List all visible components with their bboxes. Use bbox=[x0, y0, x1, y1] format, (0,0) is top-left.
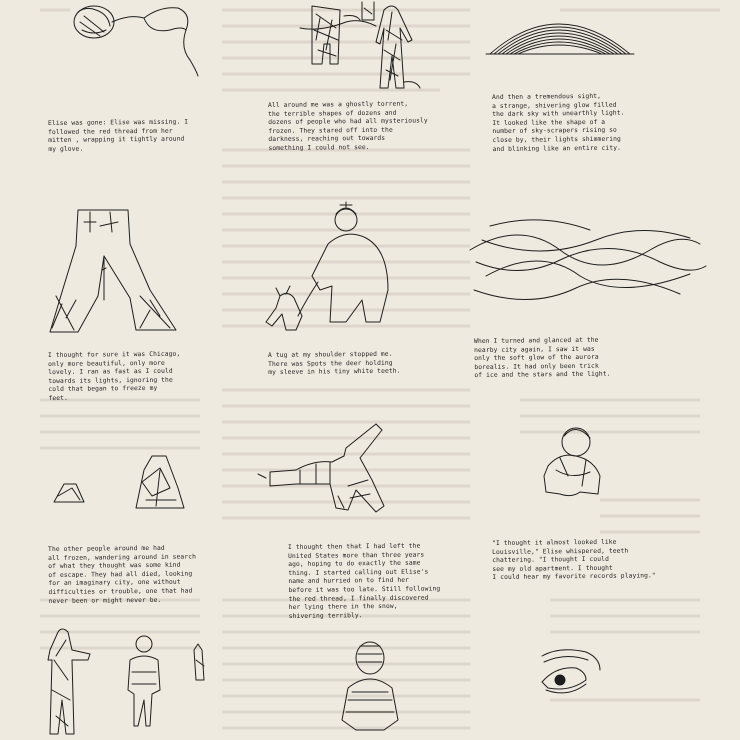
mitten-thread-illustration bbox=[74, 6, 198, 76]
caption-northern-lights: When I turned and glanced at the nearby city again, I saw it was only the soft glow of the aurora borealis. It had only been trick of ice and the stars and the light. bbox=[474, 336, 611, 380]
aurora-arc-illustration bbox=[486, 24, 634, 54]
caption-sky-scrapers: And then a tremendous sight, a strange, shivering glow filled the dark sky with unearthly light. It looked like the shape of a number of sky-scrapers rising so close by, their lights shimmering and blinking like an entire city. bbox=[492, 92, 625, 153]
caption-louisville: "I thought it almost looked like Louisville," Elise whispered, teeth chattering. "I thought I could see my old apartment. I thought I could hear my favorite records playing." bbox=[492, 538, 656, 582]
fallen-figure-illustration bbox=[258, 424, 384, 512]
frozen-legs-illustration bbox=[50, 210, 176, 332]
deer-tug-illustration bbox=[266, 202, 388, 330]
caption-chicago: I thought for sure it was Chicago, only more beautiful, only more lovely. I ran as fast as I could towards its lights, ignoring the cold that began to freeze my feet. bbox=[48, 350, 181, 402]
ice-rocks-illustration bbox=[54, 456, 184, 508]
caption-red-thread: Elise was gone: Elise was missing. I followed the red thread from her mitten , wrapping it tightly around my glove. bbox=[48, 118, 189, 153]
bundled-figure-illustration bbox=[342, 642, 398, 730]
eye-illustration bbox=[542, 650, 600, 693]
embrace-illustration bbox=[544, 428, 600, 496]
walking-figures-illustration bbox=[48, 629, 204, 734]
caption-finding-elise: I thought then that I had left the United States more than three years ago, hoping to do exactly the same thing. I started calling out Elise's name and hurried on to find her before it was too late. Still following the red thread, I finally discovered her lying there in the snow, shivering terribly. bbox=[288, 542, 441, 620]
caption-deer: A tug at my shoulder stopped me. There was Spots the deer holding my sleeve in his tiny white teeth. bbox=[268, 350, 401, 377]
frozen-crowd-illustration bbox=[300, 2, 420, 88]
aurora-waves-illustration bbox=[470, 220, 706, 300]
caption-frozen-people: The other people around me had all frozen, wandering around in search of what they thought was some kind of escape. They had all died, looking for an imaginary city, one without difficulties or trouble, one that had never been or might never be. bbox=[48, 544, 197, 605]
caption-ghostly-torrent: All around me was a ghostly torrent, the terrible shapes of dozens and dozens of people who had all mysteriously frozen. They stared off into the darkness, reaching out towards something I could not see. bbox=[268, 100, 428, 152]
